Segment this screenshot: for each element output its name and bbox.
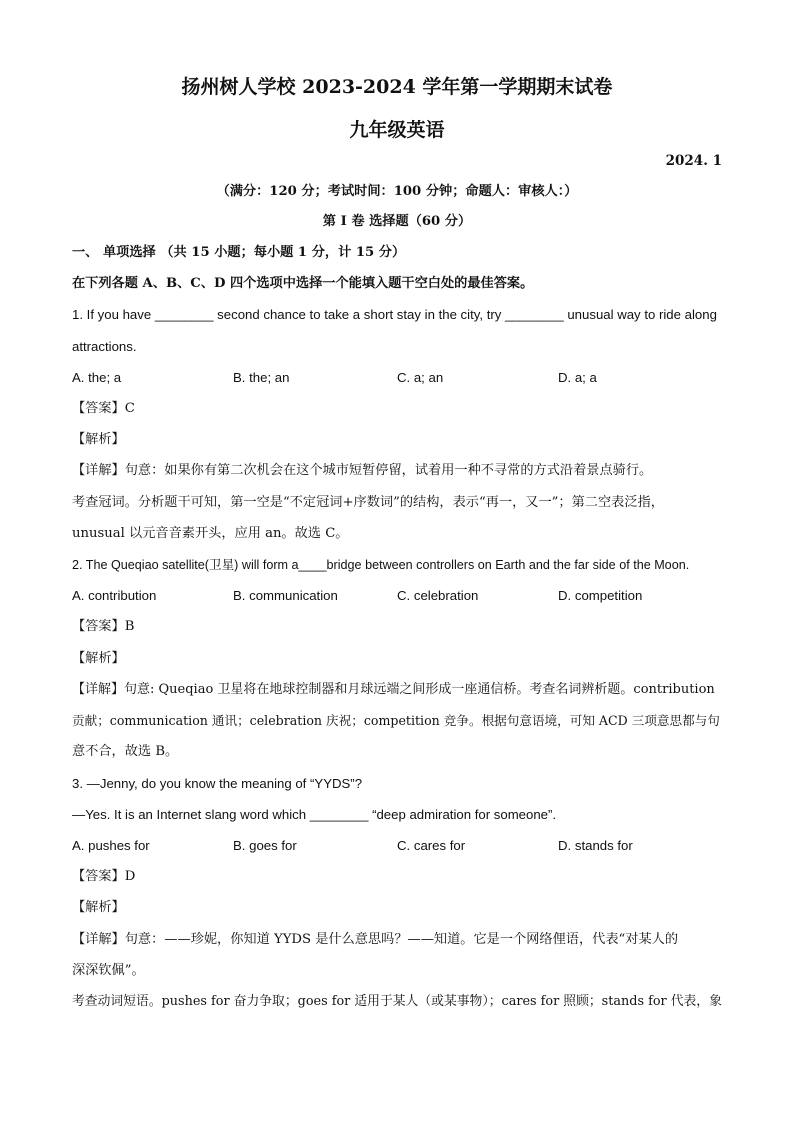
q2-detail-line3: 意不合，故选 B。 xyxy=(72,744,179,759)
q1-option-b: B. the; an xyxy=(233,370,290,385)
q2-option-a: A. contribution xyxy=(72,588,157,603)
q3-analysis-label: 【解析】 xyxy=(72,900,125,915)
q3-option-c: C. cares for xyxy=(397,838,466,853)
part-instruction: 在下列各题 A、B、C、D 四个选项中选择一个能填入题干空白处的最佳答案。 xyxy=(72,276,534,291)
exam-date: 2024. 1 xyxy=(665,153,722,169)
part-heading: 一、 单项选择 （共 15 小题；每小题 1 分，计 15 分） xyxy=(72,245,406,260)
q1-detail-line2: 考查冠词。分析题干可知，第一空是“不定冠词+序数词”的结构，表示“再一，又一”；第二空表泛指， xyxy=(72,495,664,510)
q3-detail-line2: 深深钦佩”。 xyxy=(72,963,145,978)
q3-detail-line1: 【详解】句意：——珍妮，你知道 YYDS 是什么意思吗？——知道。它是一个网络俚语，代表“对某人的 xyxy=(72,932,679,947)
q2-analysis-label: 【解析】 xyxy=(72,651,125,666)
q2-detail-line1: 【详解】句意: Queqiao 卫星将在地球控制器和月球远端之间形成一座通信桥。考查名词辨析题。contribution xyxy=(72,682,715,697)
exam-subtitle: 九年级英语 xyxy=(349,119,445,141)
q1-option-c: C. a; an xyxy=(397,370,444,385)
q3-stem-line2: —Yes. It is an Internet slang word which ________ “deep admiration for someone”. xyxy=(72,807,557,822)
q1-option-a: A. the; a xyxy=(72,370,122,385)
section-heading: 第 I 卷 选择题（60 分） xyxy=(322,214,472,229)
q1-detail-line3: unusual 以元音音素开头，应用 an。故选 C。 xyxy=(72,526,349,541)
q1-stem-line2: attractions. xyxy=(72,339,137,354)
q2-option-d: D. competition xyxy=(558,588,643,603)
q1-option-d: D. a; a xyxy=(558,370,597,385)
q3-option-d: D. stands for xyxy=(558,838,633,853)
q1-analysis-label: 【解析】 xyxy=(72,432,125,447)
q2-option-c: C. celebration xyxy=(397,588,479,603)
exam-title: 扬州树人学校 2023-2024 学年第一学期期末试卷 xyxy=(181,76,613,98)
q2-answer: 【答案】B xyxy=(72,619,135,634)
q3-option-b: B. goes for xyxy=(233,838,297,853)
q1-stem-line1: 1. If you have ________ second chance to take a short stay in the city, try ________ unusual way to ride along xyxy=(72,307,717,322)
q2-option-b: B. communication xyxy=(233,588,338,603)
q3-stem-line1: 3. —Jenny, do you know the meaning of “YYDS”? xyxy=(72,776,363,791)
q1-answer: 【答案】C xyxy=(72,401,135,416)
q3-answer: 【答案】D xyxy=(72,869,136,884)
q2-detail-line2: 贡献；communication 通讯；celebration 庆祝；competition 竞争。根据句意语境，可知 ACD 三项意思都与句 xyxy=(72,713,720,728)
q3-detail-line3: 考查动词短语。pushes for 奋力争取；goes for 适用于某人（或某事物）；cares for 照顾；stands for 代表，象 xyxy=(72,994,722,1009)
q1-detail-line1: 【详解】句意：如果你有第二次机会在这个城市短暂停留，试着用一种不寻常的方式沿着景点骑行。 xyxy=(72,463,653,478)
exam-info: （满分：120 分；考试时间：100 分钟；命题人：审核人：） xyxy=(216,184,578,199)
q3-option-a: A. pushes for xyxy=(72,838,150,853)
q2-stem-line1: 2. The Queqiao satellite(卫星) will form a____bridge between controllers on Earth and the far side of the Moon. xyxy=(72,558,690,572)
